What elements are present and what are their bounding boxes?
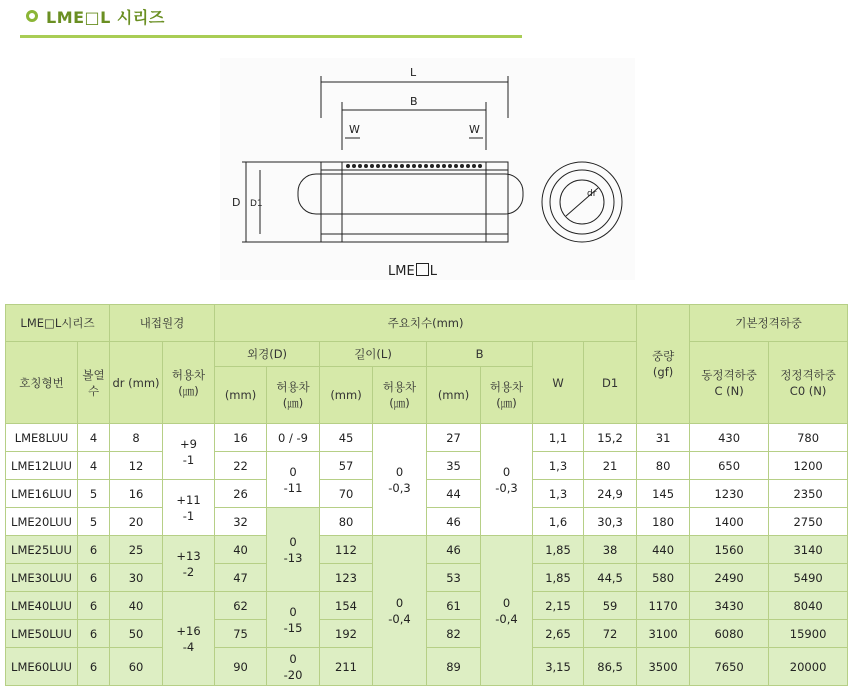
spec-table [5, 304, 848, 686]
label-dr: dr [587, 189, 597, 199]
cell-tol-D: 0 / -9 [267, 424, 320, 452]
cell-D: 32 [215, 508, 267, 536]
cell-ball-rows: 6 [78, 592, 110, 620]
cell-part: LME20LUU [6, 508, 78, 536]
table-row [6, 508, 848, 536]
hdr-L-tol: 허용차 (㎛) [373, 367, 427, 424]
cell-D: 16 [215, 424, 267, 452]
header-row-2 [6, 342, 848, 367]
cell-weight: 3100 [637, 620, 690, 648]
hdr-series: LME□L시리즈 [6, 305, 110, 342]
cell-static: 3140 [769, 536, 848, 564]
hdr-inner-dia: 내접원경 [110, 305, 215, 342]
cell-tol-dr: +13 -2 [163, 536, 215, 592]
cell-tol-dr: +16 -4 [163, 592, 215, 686]
cell-D1: 72 [584, 620, 637, 648]
hdr-B-mm: (mm) [427, 367, 481, 424]
cell-dr: 16 [110, 480, 163, 508]
cell-W: 3,15 [533, 648, 584, 686]
hdr-B-tol: 허용차 (㎛) [481, 367, 533, 424]
cell-static: 15900 [769, 620, 848, 648]
cell-dynamic: 1230 [690, 480, 769, 508]
cell-static: 2750 [769, 508, 848, 536]
cell-tol-dr: +11 -1 [163, 480, 215, 536]
cell-weight: 31 [637, 424, 690, 452]
hdr-weight: 중량 (gf) [637, 305, 690, 424]
cell-ball-rows: 6 [78, 648, 110, 686]
cell-dr: 25 [110, 536, 163, 564]
hdr-D-tol: 허용차 (㎛) [267, 367, 320, 424]
cell-static: 2350 [769, 480, 848, 508]
hdr-dr-mm: dr (mm) [110, 342, 163, 424]
hdr-L-mm: (mm) [320, 367, 373, 424]
cell-W: 1,85 [533, 536, 584, 564]
cell-part: LME8LUU [6, 424, 78, 452]
hdr-W: W [533, 342, 584, 424]
table-row [6, 648, 848, 686]
title-underline [20, 35, 522, 38]
cell-part: LME50LUU [6, 620, 78, 648]
table-row [6, 620, 848, 648]
table-row [6, 592, 848, 620]
bearing-drawing [220, 58, 635, 280]
cell-static: 8040 [769, 592, 848, 620]
cell-D: 62 [215, 592, 267, 620]
label-L: L [410, 66, 417, 79]
cell-ball-rows: 5 [78, 508, 110, 536]
label-W-left: W [349, 123, 360, 136]
cell-ball-rows: 6 [78, 620, 110, 648]
cell-dr: 50 [110, 620, 163, 648]
cell-W: 2,15 [533, 592, 584, 620]
cell-B: 27 [427, 424, 481, 452]
cell-weight: 145 [637, 480, 690, 508]
cell-D1: 59 [584, 592, 637, 620]
cell-ball-rows: 6 [78, 536, 110, 564]
cell-ball-rows: 6 [78, 564, 110, 592]
hdr-length: 길이(L) [320, 342, 427, 367]
cell-D1: 21 [584, 452, 637, 480]
cell-dynamic: 1560 [690, 536, 769, 564]
hdr-static: 정정격하중 C0 (N) [769, 342, 848, 424]
cell-L: 154 [320, 592, 373, 620]
hdr-B: B [427, 342, 533, 367]
cell-B: 35 [427, 452, 481, 480]
cell-ball-rows: 4 [78, 452, 110, 480]
cell-static: 20000 [769, 648, 848, 686]
cell-ball-rows: 4 [78, 424, 110, 452]
cell-part: LME12LUU [6, 452, 78, 480]
cell-D: 26 [215, 480, 267, 508]
cell-weight: 440 [637, 536, 690, 564]
cell-W: 1,3 [533, 452, 584, 480]
cell-dr: 60 [110, 648, 163, 686]
cell-tol-D: 0 -11 [267, 452, 320, 508]
cell-static: 1200 [769, 452, 848, 480]
hdr-load-rating: 기본정격하중 [690, 305, 848, 342]
cell-tol-B: 0 -0,4 [481, 536, 533, 686]
cell-dynamic: 6080 [690, 620, 769, 648]
cell-D1: 44,5 [584, 564, 637, 592]
hdr-tol-dr: 허용차 (㎛) [163, 342, 215, 424]
cell-L: 45 [320, 424, 373, 452]
table-row [6, 452, 848, 480]
cell-B: 61 [427, 592, 481, 620]
cell-dr: 8 [110, 424, 163, 452]
hdr-D1: D1 [584, 342, 637, 424]
hdr-dynamic: 동정격하중 C (N) [690, 342, 769, 424]
cell-L: 80 [320, 508, 373, 536]
cell-tol-L: 0 -0,4 [373, 536, 427, 686]
table-row [6, 536, 848, 564]
cell-B: 44 [427, 480, 481, 508]
cell-D1: 86,5 [584, 648, 637, 686]
hdr-part-no: 호칭형번 [6, 342, 78, 424]
cell-B: 89 [427, 648, 481, 686]
cell-D: 40 [215, 536, 267, 564]
cell-dynamic: 3430 [690, 592, 769, 620]
label-B: B [410, 95, 418, 108]
cell-dynamic: 2490 [690, 564, 769, 592]
cell-D1: 24,9 [584, 480, 637, 508]
cell-B: 46 [427, 536, 481, 564]
cell-B: 46 [427, 508, 481, 536]
cell-L: 70 [320, 480, 373, 508]
label-D1: D1 [250, 199, 263, 209]
cell-D1: 30,3 [584, 508, 637, 536]
section-title-text: LME□L 시리즈 [46, 7, 165, 27]
cell-tol-D: 0 -15 [267, 592, 320, 648]
cell-D: 47 [215, 564, 267, 592]
cell-weight: 580 [637, 564, 690, 592]
table-row [6, 564, 848, 592]
cell-part: LME40LUU [6, 592, 78, 620]
cell-dr: 40 [110, 592, 163, 620]
cell-weight: 3500 [637, 648, 690, 686]
cell-B: 82 [427, 620, 481, 648]
table-row [6, 480, 848, 508]
hdr-main-dims: 주요치수(mm) [215, 305, 637, 342]
hdr-D-mm: (mm) [215, 367, 267, 424]
cell-dr: 12 [110, 452, 163, 480]
hdr-outer-dia: 외경(D) [215, 342, 320, 367]
ball-row [346, 164, 482, 168]
cell-static: 5490 [769, 564, 848, 592]
cell-L: 112 [320, 536, 373, 564]
bullet-ring-icon [26, 10, 38, 22]
cell-dr: 30 [110, 564, 163, 592]
cell-tol-dr: +9 -1 [163, 424, 215, 480]
cell-part: LME25LUU [6, 536, 78, 564]
bearing-diagram [220, 58, 635, 280]
cell-weight: 80 [637, 452, 690, 480]
cell-part: LME60LUU [6, 648, 78, 686]
cell-static: 780 [769, 424, 848, 452]
section-title [26, 4, 165, 28]
cell-D: 22 [215, 452, 267, 480]
cell-tol-B: 0 -0,3 [481, 424, 533, 536]
cell-B: 53 [427, 564, 481, 592]
cell-tol-D: 0 -20 [267, 648, 320, 686]
cell-dynamic: 7650 [690, 648, 769, 686]
hdr-ball-rows: 볼열 수 [78, 342, 110, 424]
cell-part: LME16LUU [6, 480, 78, 508]
cell-tol-D: 0 -13 [267, 508, 320, 592]
cell-D: 75 [215, 620, 267, 648]
diagram-caption: LME L [388, 264, 437, 279]
cell-weight: 180 [637, 508, 690, 536]
cell-W: 1,1 [533, 424, 584, 452]
cell-W: 1,85 [533, 564, 584, 592]
cell-L: 57 [320, 452, 373, 480]
cell-L: 123 [320, 564, 373, 592]
header-row-1 [6, 305, 848, 342]
table-row [6, 424, 848, 452]
cell-W: 1,3 [533, 480, 584, 508]
cell-ball-rows: 5 [78, 480, 110, 508]
shaft-outline [298, 174, 523, 214]
cell-L: 192 [320, 620, 373, 648]
cell-W: 1,6 [533, 508, 584, 536]
cell-dynamic: 1400 [690, 508, 769, 536]
cell-D1: 38 [584, 536, 637, 564]
cell-W: 2,65 [533, 620, 584, 648]
cell-dynamic: 430 [690, 424, 769, 452]
cell-dynamic: 650 [690, 452, 769, 480]
cell-L: 211 [320, 648, 373, 686]
label-D: D [232, 196, 241, 209]
cell-D1: 15,2 [584, 424, 637, 452]
cell-D: 90 [215, 648, 267, 686]
cell-tol-L: 0 -0,3 [373, 424, 427, 536]
label-W-right: W [469, 123, 480, 136]
cell-weight: 1170 [637, 592, 690, 620]
cell-part: LME30LUU [6, 564, 78, 592]
cell-dr: 20 [110, 508, 163, 536]
